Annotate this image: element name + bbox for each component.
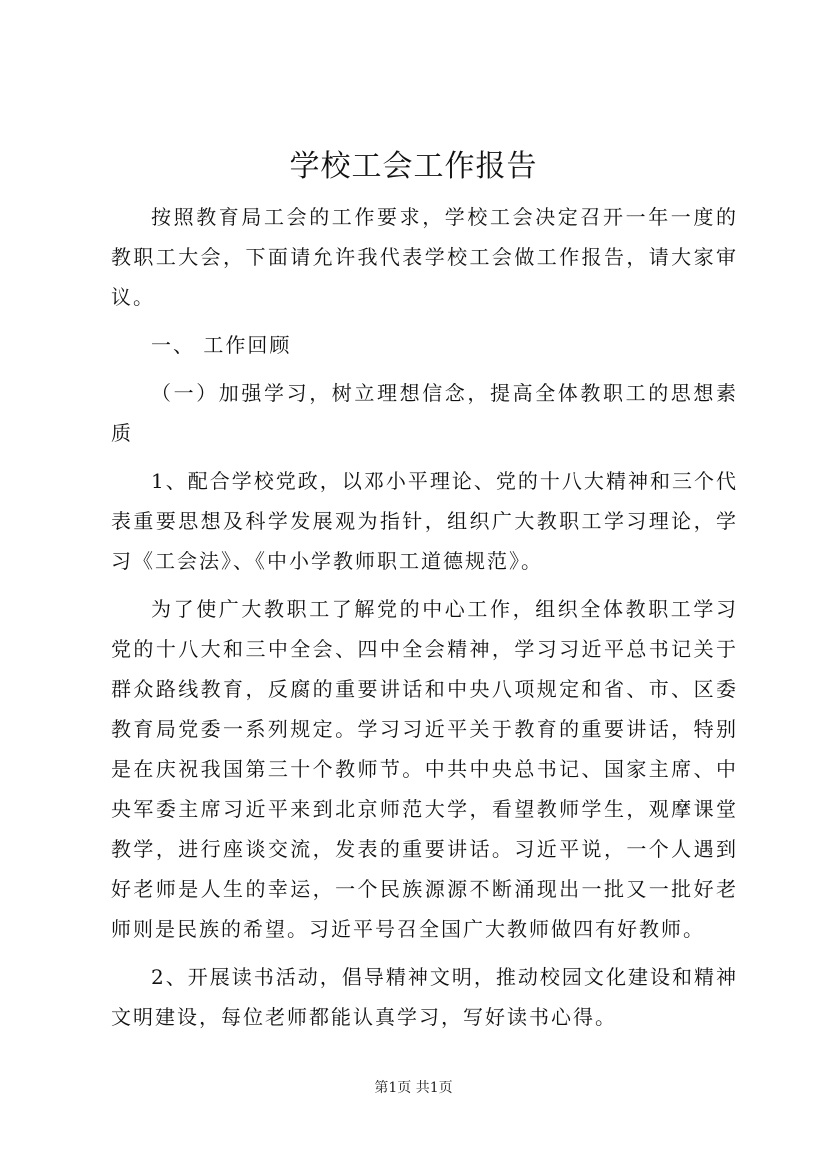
section-heading-review: 一、 工作回顾 [151, 333, 292, 357]
paragraph-item-1: 1、配合学校党政，以邓小平理论、党的十八大精神和三个代表重要思想及科学发展观为指针，组织广大教职工学习理论，学习《工会法》、《中小学教师职工道德规范》。 [111, 469, 738, 573]
subsection-heading-study: （一）加强学习，树立理想信念，提高全体教职工的思想素质 [111, 381, 738, 445]
paragraph-study-details: 为了使广大教职工了解党的中心工作，组织全体教职工学习党的十八大和三中全会、四中全会精神，学习习近平总书记关于群众路线教育，反腐的重要讲话和中央八项规定和省、市、区委教育局党委一系列规定。学习习近平关于教育的重要讲话，特别是在庆祝我国第三十个教师节。中共中央总书记、国家主席、中央军委主席习近平来到北京师范大学，看望教师学生，观摩课堂教学，进行座谈交流，发表的重要讲话。习近平说，一个人遇到好老师是人生的幸运，一个民族源源不断涌现出一批又一批好老师则是民族的希望。习近平号召全国广大教师做四有好教师。 [111, 597, 738, 941]
paragraph-intro: 按照教育局工会的工作要求，学校工会决定召开一年一度的教职工大会，下面请允许我代表学校工会做工作报告，请大家审议。 [111, 205, 738, 309]
paragraph-item-2: 2、开展读书活动，倡导精神文明，推动校园文化建设和精神文明建设，每位老师都能认真学习，写好读书心得。 [111, 965, 738, 1029]
document-title: 学校工会工作报告 [289, 149, 538, 184]
document-body [111, 197, 738, 1037]
page-footer: 第1页 共1页 [374, 1080, 453, 1096]
